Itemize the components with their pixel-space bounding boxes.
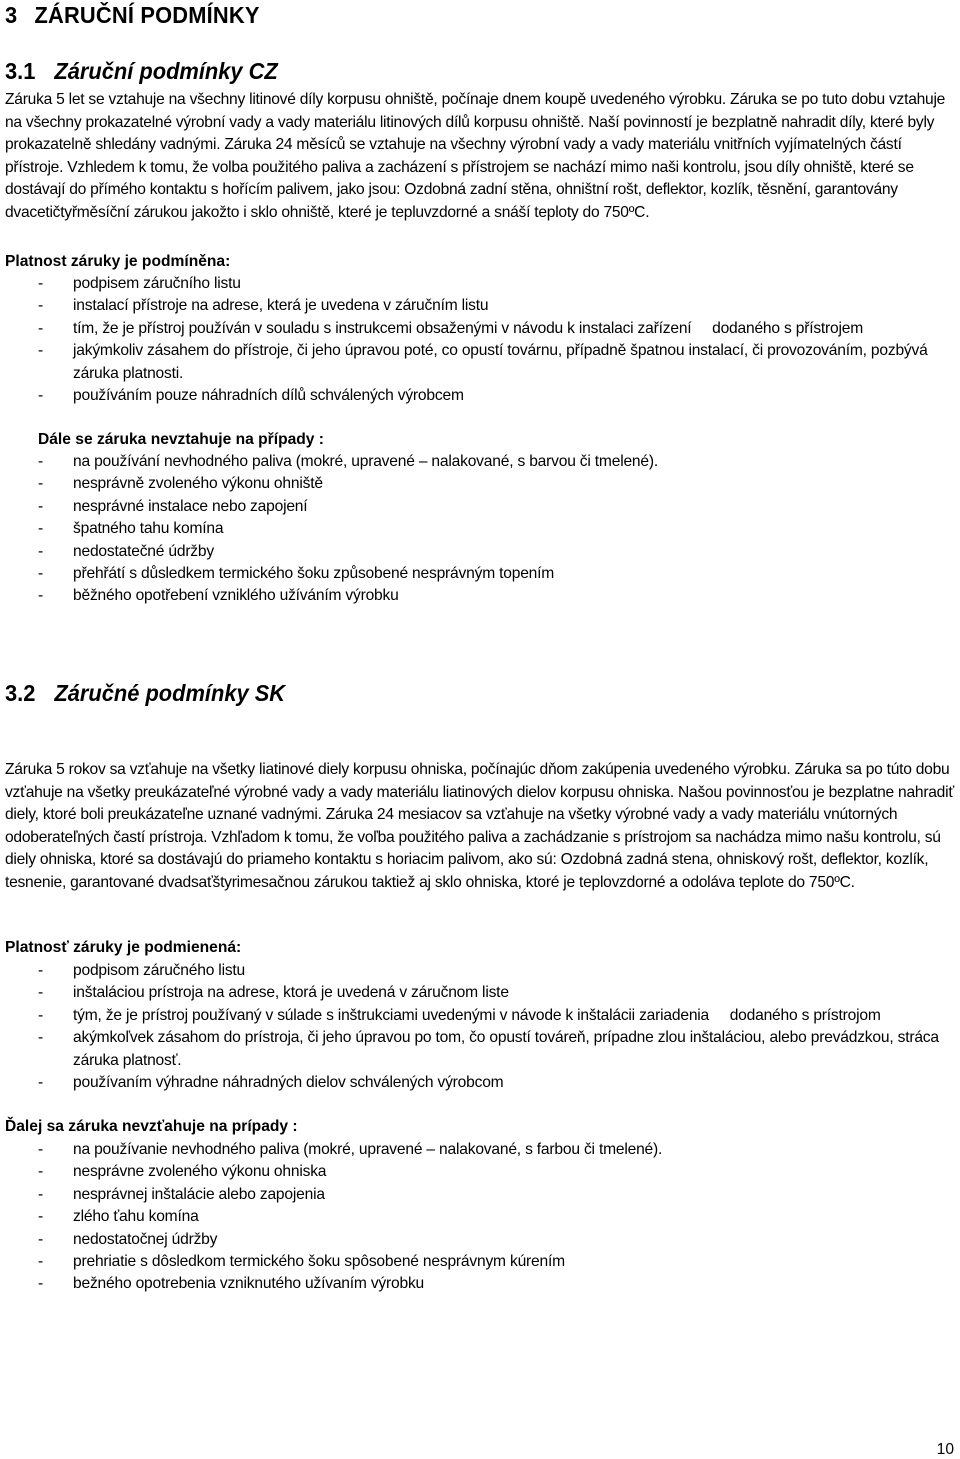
dash-bullet: - bbox=[38, 1185, 43, 1203]
list-item-text: přehřátí s důsledkem termického šoku způsobené nesprávným topením bbox=[73, 565, 555, 583]
list-item bbox=[5, 518, 955, 540]
list-item bbox=[5, 541, 955, 563]
dash-bullet: - bbox=[38, 1275, 43, 1293]
sk-validity-heading: Platnosť záruky je podmienená: bbox=[5, 939, 242, 956]
sk-title: Záručné podmínky SK bbox=[54, 680, 286, 706]
list-item bbox=[5, 1273, 955, 1295]
list-item-text: prehriatie s dôsledkom termického šoku spôsobené nesprávnym kúrením bbox=[73, 1253, 565, 1271]
list-item-text: jakýmkoliv zásahem do přístroje, či jeho úpravou poté, co opustí továrnu, případně špatnou instalací, či provozováním, pozbývá záruka platnosti. bbox=[73, 342, 932, 382]
sk-heading bbox=[5, 680, 285, 707]
list-item-text: nesprávnej inštalácie alebo zapojenia bbox=[73, 1185, 325, 1203]
sk-number: 3.2 bbox=[5, 680, 36, 706]
dash-bullet: - bbox=[38, 1253, 43, 1271]
list-item-text: špatného tahu komína bbox=[73, 520, 224, 538]
cz-heading bbox=[5, 58, 278, 85]
list-item bbox=[5, 473, 955, 495]
list-item-text: podpisom záručného listu bbox=[73, 962, 246, 979]
sk-validity-list bbox=[5, 960, 955, 1094]
dash-bullet: - bbox=[38, 1029, 43, 1047]
cz-exclusions-list bbox=[5, 451, 955, 608]
list-item bbox=[5, 1005, 955, 1027]
list-item bbox=[5, 295, 955, 317]
dash-bullet: - bbox=[38, 1141, 43, 1158]
dash-bullet: - bbox=[38, 1163, 43, 1181]
list-item bbox=[5, 273, 955, 295]
cz-intro-paragraph: Záruka 5 let se vztahuje na všechny litinové díly korpusu ohniště, počínaje dnem koupě uvedeného výrobku. Záruka se po tuto dobu vztahuje na všechny prokazatelné výrobní vady a vady materiálu litinových dílů korpusu ohniště. Naší povinností je bezplatně nahradit díly, které byly prokazatelně shledány vadnými. Záruka 24 měsíců se vztahuje na všechny výrobní vady a vady materiálu vnitřních vyjímatelných částí přístroje. Vzhledem k tomu, že volba použitého paliva a zacházení s přístrojem se nachází mimo naši kontrolu, jsou díly ohniště, které se dostávají do přímého kontaktu s hořícím palivem, jako jsou: Ozdobná zadní stěna, ohništní rošt, deflektor, kozlík, těsnění, garantovány dvacetičtyřměsíční zárukou jakožto i sklo ohniště, které je tepluvzdorné a snáší teploty do 750ºC. bbox=[5, 91, 946, 221]
list-item bbox=[5, 563, 955, 585]
section-number: 3 bbox=[5, 2, 18, 28]
section-heading bbox=[5, 2, 260, 29]
list-item-text: inštaláciou prístroja na adrese, ktorá je uvedená v záručnom liste bbox=[73, 984, 509, 1002]
sk-exclusions-heading: Ďalej sa záruka nevzťahuje na prípady : bbox=[5, 1118, 298, 1135]
dash-bullet: - bbox=[38, 297, 43, 315]
dash-bullet: - bbox=[38, 565, 43, 583]
cz-validity-list bbox=[5, 273, 955, 407]
dash-bullet: - bbox=[38, 1208, 43, 1226]
list-item bbox=[5, 385, 955, 407]
list-item-text: tým, že je prístroj používaný v súlade s inštrukciami uvedenými v návode k inštalácii zariadenia dodaného s prístrojom bbox=[73, 1006, 881, 1024]
dash-bullet: - bbox=[38, 275, 43, 292]
dash-bullet: - bbox=[38, 542, 43, 560]
dash-bullet: - bbox=[38, 475, 43, 493]
list-item-text: bežného opotrebenia vzniknutého užívaním výrobku bbox=[73, 1275, 425, 1293]
list-item bbox=[5, 1139, 955, 1161]
list-item bbox=[5, 1072, 955, 1094]
dash-bullet: - bbox=[38, 497, 43, 515]
cz-validity-heading: Platnost záruky je podmíněna: bbox=[5, 253, 231, 270]
list-item-text: používaním výhradne náhradných dielov schválených výrobcom bbox=[73, 1074, 504, 1092]
list-item-text: nesprávné instalace nebo zapojení bbox=[73, 497, 308, 515]
cz-number: 3.1 bbox=[5, 58, 36, 84]
list-item bbox=[5, 1184, 955, 1206]
list-item-text: na používanie nevhodného paliva (mokré, upravené – nalakované, s farbou či tmelené). bbox=[73, 1141, 663, 1158]
dash-bullet: - bbox=[38, 587, 43, 605]
dash-bullet: - bbox=[38, 453, 43, 470]
list-item bbox=[5, 1161, 955, 1183]
list-item-text: instalací přístroje na adrese, která je uvedena v záručním listu bbox=[73, 297, 489, 315]
list-item-text: na používání nevhodného paliva (mokré, upravené – nalakované, s barvou či tmelené). bbox=[73, 453, 659, 470]
page-number: 10 bbox=[936, 1441, 954, 1458]
list-item-text: zlého ťahu komína bbox=[73, 1208, 199, 1226]
list-item bbox=[5, 585, 955, 607]
list-item-text: nedostatočnej údržby bbox=[73, 1230, 218, 1248]
section-title: ZÁRUČNÍ PODMÍNKY bbox=[34, 2, 260, 28]
dash-bullet: - bbox=[38, 319, 43, 337]
cz-title: Záruční podmínky CZ bbox=[54, 58, 278, 84]
dash-bullet: - bbox=[38, 520, 43, 538]
sk-exclusions-list bbox=[5, 1139, 955, 1296]
dash-bullet: - bbox=[38, 1006, 43, 1024]
list-item-text: běžného opotřebení vzniklého užíváním výrobku bbox=[73, 587, 399, 605]
dash-bullet: - bbox=[38, 387, 43, 405]
dash-bullet: - bbox=[38, 1074, 43, 1092]
list-item-text: podpisem záručního listu bbox=[73, 275, 241, 292]
list-item bbox=[5, 496, 955, 518]
list-item-text: nesprávne zvoleného výkonu ohniska bbox=[73, 1163, 327, 1181]
list-item-text: používáním pouze náhradních dílů schválených výrobcem bbox=[73, 387, 464, 405]
list-item bbox=[5, 1027, 955, 1072]
list-item bbox=[5, 1251, 955, 1273]
dash-bullet: - bbox=[38, 962, 43, 979]
list-item bbox=[5, 340, 955, 385]
dash-bullet: - bbox=[38, 1230, 43, 1248]
dash-bullet: - bbox=[38, 984, 43, 1002]
list-item-text: nesprávně zvoleného výkonu ohniště bbox=[73, 475, 323, 493]
list-item bbox=[5, 318, 955, 340]
list-item bbox=[5, 1229, 955, 1251]
dash-bullet: - bbox=[38, 342, 43, 360]
list-item bbox=[5, 960, 955, 982]
list-item bbox=[5, 982, 955, 1004]
sk-intro-paragraph: Záruka 5 rokov sa vzťahuje na všetky liatinové diely korpusu ohniska, počínajúc dňom zakúpenia uvedeného výrobku. Záruka sa po túto dobu vzťahuje na všetky preukázateľné výrobné vady a vady materiálu liatinových dielov korpusu ohniska. Našou povinnosťou je bezplatne nahradiť diely, ktoré boli preukázateľne uznané vadnými. Záruka 24 mesiacov sa vzťahuje na všetky výrobné vady a vady materiálu vnútorných odoberateľných častí prístroja. Vzhľadom k tomu, že voľba použitého paliva a zachádzanie s prístrojom sa nachádza mimo našu kontrolu, sú diely ohniska, ktoré sa dostávajú do priameho kontaktu s horiacim palivom, ako sú: Ozdobná zadná stena, ohniskový rošt, deflektor, kozlík, tesnenie, garantované dvadsaťštyrimesačnou zárukou taktiež aj sklo ohniska, ktoré je teplovzdorné a odoláva teplote do 750ºC. bbox=[5, 761, 954, 891]
list-item-text: nedostatečné údržby bbox=[73, 542, 214, 560]
list-item bbox=[5, 451, 955, 473]
cz-exclusions-heading: Dále se záruka nevztahuje na případy : bbox=[38, 431, 324, 448]
list-item-text: tím, že je přístroj používán v souladu s instrukcemi obsaženými v návodu k instalaci zařízení dodaného s přístrojem bbox=[73, 319, 864, 337]
list-item bbox=[5, 1206, 955, 1228]
list-item-text: akýmkoľvek zásahom do prístroja, či jeho úpravou po tom, čo opustí továreň, prípadne zlou inštaláciou, alebo prevádzkou, stráca záruka platnosť. bbox=[73, 1029, 944, 1069]
